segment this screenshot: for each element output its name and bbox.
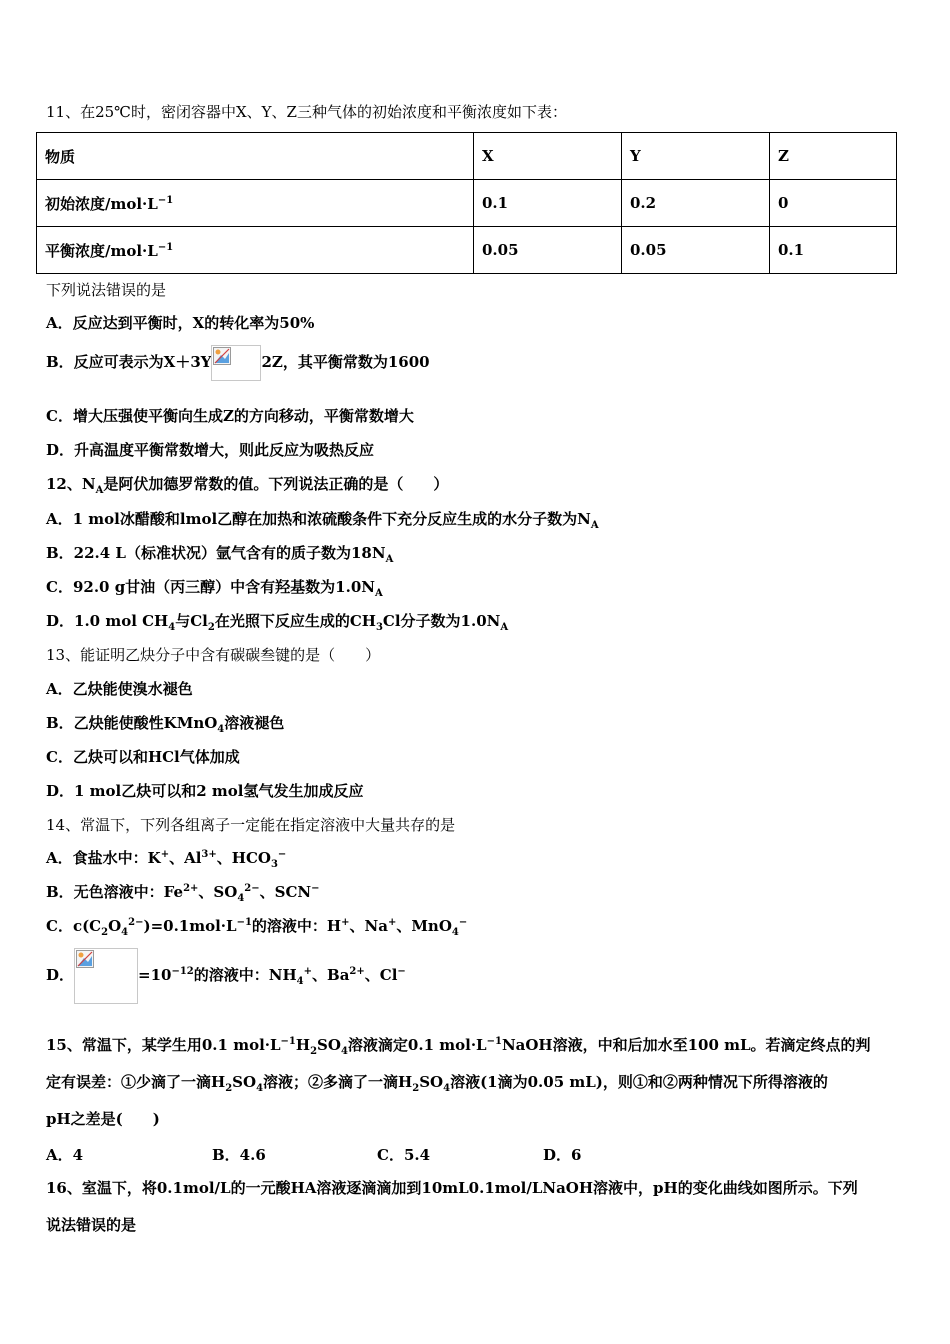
option-text: C．92.0 g甘油（丙三醇）中含有羟基数为1.0N: [46, 578, 375, 596]
option-text: 、HCO: [216, 849, 271, 867]
superscript: −: [397, 966, 406, 977]
option-text: 、Ba: [312, 966, 350, 984]
option-text: B．22.4 L（标准状况）氩气含有的质子数为18N: [46, 544, 386, 562]
q12-option-a: [46, 509, 599, 529]
subscript: 2: [207, 622, 215, 633]
stem-text: 15、常温下，某学生用0.1 mol·L: [46, 1036, 281, 1054]
superscript: 2+: [349, 966, 365, 977]
option-text: 在光照下反应生成的CH: [214, 612, 376, 630]
q11-option-b: [46, 344, 430, 381]
option-text: 溶液褪色: [224, 714, 285, 732]
table-cell: 0.2: [622, 180, 770, 227]
q15-stem-line1: [46, 1035, 871, 1055]
superscript: +: [303, 966, 313, 977]
stem-text: SO: [232, 1073, 257, 1091]
q11-option-a: A．反应达到平衡时，X的转化率为50%: [46, 314, 315, 332]
table-cell: 0.1: [474, 180, 622, 227]
table-header-row: [37, 133, 897, 180]
table-header-cell: X: [474, 133, 622, 180]
q14-option-c: [46, 916, 467, 936]
stem-text: SO: [317, 1036, 341, 1054]
table-cell: 0.05: [622, 227, 770, 274]
option-text: Cl分子数为1.0N: [382, 612, 501, 630]
q12-stem: [46, 474, 448, 494]
q11-prompt: 下列说法错误的是: [46, 281, 167, 299]
q15-option-d: D．6: [543, 1146, 582, 1164]
superscript: −12: [171, 966, 194, 977]
subscript: 4: [256, 1083, 264, 1094]
stem-text: 溶液；②多滴了一滴H: [263, 1073, 413, 1091]
table-cell: 0: [770, 180, 897, 227]
row-label-text: 初始浓度/mol·L: [45, 194, 158, 213]
subscript: A: [375, 588, 383, 599]
stem-text: H: [295, 1036, 311, 1054]
stem-text: NaOH溶液，中和后加水至100 mL。若滴定终点的判: [501, 1036, 871, 1054]
option-text: =10: [138, 966, 172, 984]
superscript: 2−: [128, 917, 144, 928]
q15-option-c: C．5.4: [377, 1146, 431, 1164]
stem-text: 溶液滴定0.1 mol·L: [347, 1036, 487, 1054]
q11-option-c: C．增大压强使平衡向生成Z的方向移动，平衡常数增大: [46, 407, 414, 425]
table-header-cell: Y: [622, 133, 770, 180]
superscript: −: [277, 849, 287, 860]
q12-option-d: [46, 611, 508, 631]
q15-stem-line3: pH之差是( ): [46, 1110, 160, 1128]
broken-image-icon: [76, 950, 94, 968]
q11-option-d: D．升高温度平衡常数增大，则此反应为吸热反应: [46, 441, 375, 459]
subscript: 4: [443, 1083, 451, 1094]
broken-image-icon: [213, 347, 231, 365]
superscript: −: [458, 917, 468, 928]
option-text: B．乙炔能使酸性KMnO: [46, 714, 218, 732]
subscript: 2: [225, 1083, 233, 1094]
superscript: −1: [280, 1036, 296, 1047]
q11-stem: 11、在25℃时，密闭容器中X、Y、Z三种气体的初始浓度和平衡浓度如下表：: [46, 103, 567, 121]
q15-option-a: A．4: [46, 1146, 84, 1164]
table-cell: 0.05: [474, 227, 622, 274]
superscript: 2+: [183, 883, 199, 894]
option-text: 、MnO: [396, 917, 452, 935]
table-row: [37, 227, 897, 274]
q14-option-a: [46, 848, 286, 868]
concentration-table: [36, 132, 897, 274]
table-row: [37, 180, 897, 227]
table-row-label: [37, 227, 474, 274]
q16-stem-line2: 说法错误的是: [46, 1216, 137, 1234]
option-text: 与Cl: [175, 612, 208, 630]
option-text: O: [108, 917, 122, 935]
table-header-cell: Z: [770, 133, 897, 180]
q13-stem: 13、能证明乙炔分子中含有碳碳叁键的是（ ）: [46, 646, 381, 664]
q11-option-b-pre: B．反应可表示为X＋3Y: [46, 353, 212, 371]
option-text: B．无色溶液中：Fe: [46, 883, 184, 901]
superscript: −1: [236, 917, 252, 928]
q13-option-b: [46, 713, 284, 733]
subscript: 4: [121, 927, 129, 938]
superscript: −: [311, 883, 320, 894]
subscript: A: [590, 520, 599, 531]
table-cell: 0.1: [770, 227, 897, 274]
table-row-label: [37, 180, 474, 227]
q13-option-d: D．1 mol乙炔可以和2 mol氢气发生加成反应: [46, 782, 364, 800]
stem-text: 溶液(1滴为0.05 mL)，则①和②两种情况下所得溶液的: [450, 1073, 828, 1091]
q16-stem-line1: 16、室温下，将0.1mol/L的一元酸HA溶液逐滴滴加到10mL0.1mol/LNaOH溶液中，pH的变化曲线如图所示。下列: [46, 1179, 858, 1197]
q12-stem-text: 12、N: [46, 475, 96, 493]
q11-option-b-post: 2Z，其平衡常数为1600: [261, 353, 430, 371]
q13-option-c: C．乙炔可以和HCl气体加成: [46, 748, 240, 766]
option-text: D．1.0 mol CH: [46, 612, 169, 630]
q12-option-c: [46, 577, 383, 597]
superscript: 2−: [244, 883, 260, 894]
q12-stem-text: 是阿伏加德罗常数的值。下列说法正确的是（ ）: [103, 475, 449, 493]
subscript: 2: [412, 1083, 420, 1094]
subscript: A: [385, 554, 394, 565]
option-text: 、SCN: [259, 883, 312, 901]
option-text: A．食盐水中：K: [46, 849, 161, 867]
table-header-cell: 物质: [37, 133, 474, 180]
option-text: 、Na: [349, 917, 388, 935]
subscript: 4: [451, 927, 459, 938]
superscript: −1: [486, 1036, 502, 1047]
superscript: 3+: [201, 849, 217, 860]
equilibrium-arrow-image: [211, 345, 261, 381]
superscript: +: [341, 917, 350, 928]
q15-stem-line2: [46, 1072, 828, 1092]
option-text: 的溶液中：H: [251, 917, 342, 935]
option-text: 、Cl: [364, 966, 398, 984]
option-text: A．1 mol冰醋酸和lmol乙醇在加热和浓硫酸条件下充分反应生成的水分子数为N: [46, 510, 591, 528]
subscript: A: [95, 485, 104, 496]
q14-option-d: [46, 946, 406, 1004]
stem-text: 定有误差：①少滴了一滴H: [46, 1073, 226, 1091]
option-text: 、SO: [198, 883, 238, 901]
subscript: 4: [296, 976, 304, 987]
row-label-text: 平衡浓度/mol·L: [45, 241, 158, 260]
q14-option-b: [46, 882, 320, 902]
option-text: 的溶液中：NH: [193, 966, 297, 984]
superscript: +: [387, 917, 397, 928]
option-text: 、Al: [169, 849, 202, 867]
q13-option-a: A．乙炔能使溴水褪色: [46, 680, 193, 698]
q14-stem: 14、常温下，下列各组离子一定能在指定溶液中大量共存的是: [46, 816, 456, 834]
option-text: D．: [46, 966, 75, 984]
option-text: C．c(C: [46, 917, 102, 935]
subscript: 4: [168, 622, 176, 633]
superscript: +: [160, 849, 170, 860]
q15-option-b: B．4.6: [212, 1146, 266, 1164]
q12-option-b: [46, 543, 393, 563]
row-label-sup: −1: [157, 194, 174, 206]
subscript: 4: [237, 893, 245, 904]
row-label-sup: −1: [157, 241, 174, 253]
subscript: 2: [310, 1046, 318, 1057]
subscript: 4: [340, 1046, 348, 1057]
fraction-image: [74, 948, 138, 1004]
stem-text: SO: [419, 1073, 444, 1091]
subscript: 2: [101, 927, 109, 938]
subscript: A: [500, 622, 509, 633]
subscript: 3: [270, 859, 278, 870]
option-text: )=0.1mol·L: [143, 917, 237, 935]
subscript: 4: [217, 724, 225, 735]
subscript: 3: [375, 622, 383, 633]
